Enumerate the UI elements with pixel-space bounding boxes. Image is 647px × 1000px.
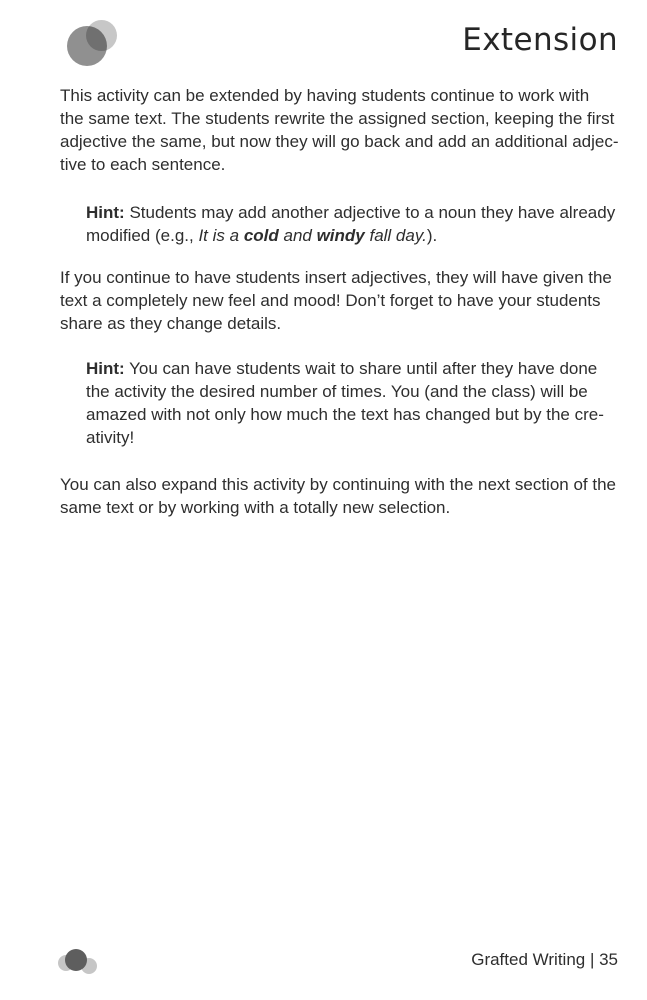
logo-circle-dark-icon bbox=[67, 26, 107, 66]
paragraph-2 bbox=[60, 266, 620, 335]
footer-book-title-page-number: Grafted Writing | 35 bbox=[471, 950, 618, 969]
text-line: amazed with not only how much the text has changed but by the cre- bbox=[86, 405, 604, 424]
hint-text: modified (e.g., bbox=[86, 226, 199, 245]
example-italic: fall day. bbox=[364, 226, 427, 245]
hint-label: Hint: bbox=[86, 359, 125, 378]
text-line: the activity the desired number of times. You (and the class) will be bbox=[86, 382, 588, 401]
text-line: adjective the same, but now they will go back and add an additional adjec- bbox=[60, 132, 619, 151]
page-title: Extension bbox=[462, 22, 618, 58]
text-line: share as they change details. bbox=[60, 314, 282, 333]
paragraph-1 bbox=[60, 84, 620, 176]
text-line: This activity can be extended by having students continue to work with bbox=[60, 86, 590, 105]
example-italic: and bbox=[278, 226, 317, 245]
text-line: text a completely new feel and mood! Don’t forget to have your students bbox=[60, 291, 601, 310]
footer-logo-icon bbox=[57, 946, 105, 980]
publisher-logo-icon bbox=[0, 0, 140, 80]
text-line: You can also expand this activity by continuing with the next section of the bbox=[60, 475, 616, 494]
text-line bbox=[86, 224, 618, 247]
paragraph-3 bbox=[60, 473, 620, 519]
hint-block-2 bbox=[86, 357, 618, 449]
text-line: tive to each sentence. bbox=[60, 155, 226, 174]
text-line: ativity! bbox=[86, 428, 135, 447]
hint-text: Students may add another adjective to a noun they have already bbox=[124, 203, 616, 222]
hint-text: ). bbox=[426, 226, 438, 245]
text-line: same text or by working with a totally new selection. bbox=[60, 498, 451, 517]
footer-logo-circle-dark-icon bbox=[65, 949, 87, 971]
example-bold-italic: cold bbox=[243, 226, 279, 245]
text-line: If you continue to have students insert adjectives, they will have given the bbox=[60, 268, 612, 287]
text-line bbox=[86, 201, 618, 224]
hint-block-1 bbox=[86, 201, 618, 247]
text-line bbox=[86, 357, 618, 380]
text-line: the same text. The students rewrite the assigned section, keeping the first bbox=[60, 109, 615, 128]
example-bold-italic: windy bbox=[316, 226, 365, 245]
hint-text: You can have students wait to share until after they have done bbox=[124, 359, 598, 378]
hint-label: Hint: bbox=[86, 203, 125, 222]
example-italic: It is a bbox=[198, 226, 244, 245]
